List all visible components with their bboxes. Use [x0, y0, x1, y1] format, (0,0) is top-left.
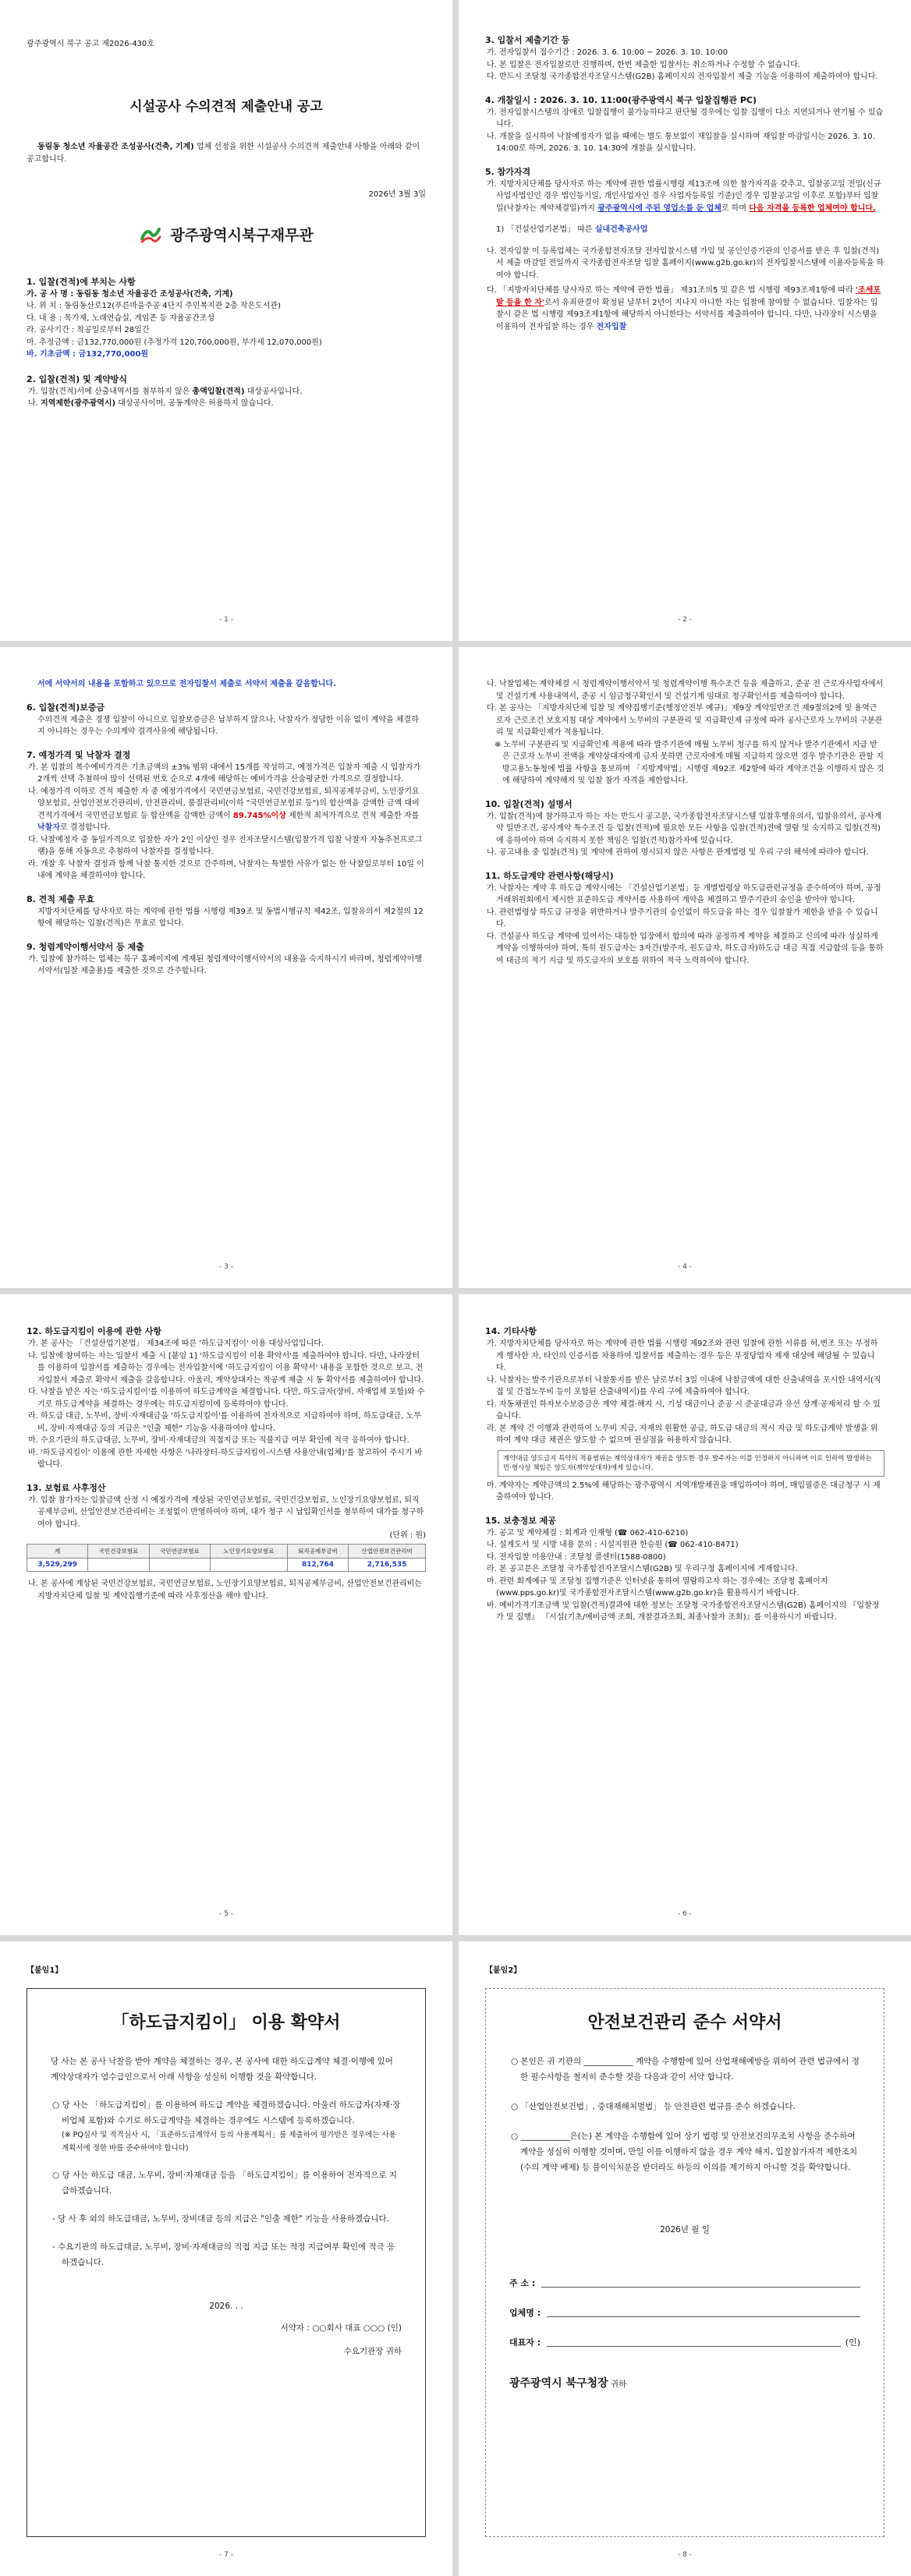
s9-c: 다. 본 공사는 「지방자치단체 입찰 및 계약집행기준(행정안전부 예규)」제9장 계약일반조건 제9절의2에 및 용역근로자 근로조건 보호지침 대상 계약에서 노무비의 구분관리 및 지급확인제 규정에 따라 공사근로자 노무비의 구분관리 및 지급확인제가 적용됩니다.	[487, 704, 883, 737]
form-item-3: - 당 사 후 외의 하도급대금, 노무비, 장비대금 등의 지급은 "인출 제한" 기능을 사용하겠습니다.	[52, 2214, 389, 2224]
s14-a: 가. 지방자치단체를 당사자로 하는 계약에 관한 법률 시행령 제92조와 관련 입찰에 관한 서류를 허,변조 또는 부정하게 행사한 자, 타인의 인증서를 차용하여 입찰서를 제출하는 경우 등은 부정당업자 제재 대상에 해당될 수 있습니다.	[487, 1339, 878, 1372]
table-unit: (단위 : 원)	[389, 1531, 426, 1540]
val-longterm-care	[211, 1559, 288, 1572]
col-retirement: 퇴직공제부금비	[287, 1545, 348, 1559]
col-pension: 국민연금보험료	[149, 1545, 210, 1559]
s5-c: 다. 「지방자치단체를 당사자로 하는 계약에 관한 법률」 제31조의5 및 같은 법 시행령 제93조제1항에 따라 '조세포탈 등을 한 자'로서 유죄판결이 확정된 날부터 2년이 지나지 아니한 자는 입찰에 참여할 수 없습니다. 입찰자는 입찰시 같은 법 시행령 제93조제1항에 해당하지 아니한다는 서약서를 제출하여야 합니다. 다만, 나라장터 시스템을 이용하여 전자입찰 하는 경우 전자입찰	[487, 286, 881, 331]
form-recipient: 수요기관장 귀하	[343, 2347, 402, 2356]
page-number: - 2 -	[678, 616, 692, 624]
s13-b: 나. 본 공사에 계상된 국민건강보험료, 국민연금보험료, 노인장기요양보험료, 퇴직공제부금비, 산업안전보건관리비는 지방자치단체 입찰 및 계약집행기준에 따라 사후정산을 해야 합니다.	[28, 1580, 423, 1601]
s7-b: 나. 예정가격 이하로 견적 제출한 자 중 예정가격에서 국민연금보험료, 국민건강보험료, 퇴직공제부금비, 노인장기요양보험료, 산업안전보건관리비, 안전관리비, 품질관리비(이하 "국민연금보험료 등")의 합산액을 감액한 금액 대비 견적가격에서 국민연금보험료 등 합산액을 감액한 금액이 89.745%이상 제한적 최저가격으로 견적 제출한 자를 낙찰자로 결정합니다.	[28, 787, 420, 832]
attachment-tag: 【붙임1】	[27, 1966, 63, 1975]
s6-a: 수의견적 제출은 경쟁 입찰이 아니므로 입찰보증금은 납부하지 않으나, 낙찰자가 정당한 이유 없이 계약을 체결하지 아니하는 경우는 수의계약 결격사유에 해당됩니다.	[37, 715, 419, 736]
section-8-heading: 8. 견적 제출 무효	[27, 893, 95, 904]
section-10-heading: 10. 입찰(견적) 설명서	[485, 798, 572, 809]
section-9-heading: 9. 청렴계약이행서약서 등 제출	[27, 941, 144, 952]
notice-number: 광주광역시 북구 공고 제2026-430호	[27, 40, 154, 48]
page-number: - 4 -	[678, 1263, 692, 1271]
s12-a: 가. 본 공사는 「건설산업기본법」 제34조에 따른 '하도급지킴이' 이용 대상사업입니다.	[28, 1339, 324, 1348]
page-4	[459, 647, 911, 1288]
section-4-heading: 4. 개찰일시 : 2026. 3. 10. 11:00(광주광역시 북구 입찰집행관 PC)	[485, 94, 757, 105]
col-health: 국민건강보험료	[88, 1545, 149, 1559]
section-11-heading: 11. 하도급계약 관련사항(해당시)	[485, 870, 614, 881]
page-number: - 8 -	[678, 2551, 692, 2559]
page-5	[0, 1294, 452, 1935]
s10-b: 나. 공고내용 중 입찰(견적) 및 계약에 관하여 명시되지 않은 사항은 관계법령 및 우리 구의 해석에 따라야 합니다.	[487, 848, 870, 857]
s15-a: 가. 공고 및 계약체결 : 회계과 인재형 (☎ 062-410-6210)	[487, 1528, 689, 1537]
section-5-heading: 5. 참가자격	[485, 166, 531, 177]
page-number: - 5 -	[219, 1910, 233, 1918]
s14-d: 라. 본 계약 건 이행과 관련하여 노무비 지급, 자재의 원활한 공급, 하도급 대금의 적시 지급 및 하도급계약 발생을 위하여 계약 대금 채권은 양도할 수 없으며 권실점을 허용하지 않습니다.	[487, 1424, 878, 1445]
val-pension	[149, 1559, 210, 1572]
form-title: 안전보건관리 준수 서약서	[587, 2013, 782, 2033]
section-7-heading: 7. 예정가격 및 낙찰자 결정	[27, 749, 131, 760]
s1-content: 다. 내 용 : 목가재, 노래연습실, 게임존 등 자율공간조성	[27, 313, 215, 323]
s9-a: 가. 입찰에 참가하는 업체는 북구 홈페이지에 게재된 청렴계약이행서약서의 내용을 숙지하시기 바라며, 청렴계약이행서약서(입찰 제출용)를 제출한 것으로 간주합니다.	[28, 954, 423, 975]
form-item-1: ○ 본인은 귀 기관의 ____________ 계약을 수행함에 있어 산업재해예방을 위하여 관련 법규에서 정한 필수사항을 철저히 준수할 것을 다음과 같이 서약 합니다.	[511, 2057, 860, 2082]
s5-qualification: 1) 「건설산업기본법」 따른 실내건축공사업	[496, 225, 648, 234]
s8-a: 지방자치단체를 당사자로 하는 계약에 관한 법률 시행령 제39조 및 동법시행규칙 제42조, 입찰유의서 제2절의 12항에 해당하는 입찰(견적)은 무효로 합니다.	[37, 907, 424, 928]
s7-d: 라. 개찰 후 낙찰자 결정과 함께 낙찰 통지한 것으로 간주하며, 낙찰자는 특별한 사유가 없는 한 낙찰일로부터 10일 이내에 계약을 체결하여야 합니다.	[28, 859, 424, 880]
form-signature: 서약자 : ○○회사 대표 ○○○ (인)	[280, 2323, 402, 2333]
page-8	[459, 1941, 911, 2576]
s15-b: 나. 설계도서 및 시방 내용 문의 : 시설지원관 한승원 (☎ 062-410-8471)	[487, 1541, 739, 1549]
s2-b: 나. 지역제한(광주광역시) 대상공사이며, 공동계약은 허용하지 않습니다.	[28, 399, 274, 408]
page-6	[459, 1294, 911, 1935]
s14-e: 마. 계약자는 계약금액의 2.5%에 해당하는 광주광역시 지역개발채권을 매입하여야 하며, 매입필증은 대금청구 시 제출하여야 합니다.	[487, 1481, 881, 1502]
s15-d: 라. 본 공고문은 조달청 국가종합전자조달시스템(G2B) 및 우리구청 홈페이지에 게재합니다.	[487, 1565, 798, 1573]
section-6-heading: 6. 입찰(견적)보증금	[27, 702, 105, 713]
company-field[interactable]: 업체명 :	[509, 2306, 860, 2319]
s14-b: 나. 낙찰자는 발주기관으로부터 낙찰통지를 받은 날로부터 3일 이내에 낙찰금액에 대한 산출내역을 포시한 내역서(직접 및 간접노무비 등이 포함된 산출내역서)를 우리 구에 제출하여야 합니다.	[487, 1375, 881, 1396]
s3-a: 가. 전자입찰서 접수기간 : 2026. 3. 6. 10:00 ~ 2026. 3. 10. 10:00	[487, 48, 728, 57]
col-longterm-care: 노인장기요양보험료	[211, 1545, 288, 1559]
assignment-ban-notice: 계약대금 양도금지 특약의 적용범위는 계약상대자가 채권을 양도한 경우 발주자는 이를 인정하지 아니하며 이로 인하여 발생하는 민·형사상 책임은 양도자(계약상대자)에게 있습니다.	[498, 1450, 884, 1477]
org-name: 광주광역시북구재무관	[170, 227, 314, 244]
s11-c: 다. 건설공사 하도급 계약에 있어서는 대등한 입장에서 합의에 따라 공정하게 계약을 체결하고 신의에 따라 성실하게 계약을 이행하여야 하며, 특히 원도급자는 3자간(발주자, 원도급자, 하도급자)하도급 대금 직접 지급합의 등을 통하여 대금의 적기 지급 및 하도급자의 보호를 위하여 적극 노력하여야 합니다.	[487, 932, 884, 965]
s9-b: 나. 낙찰업체는 계약체결 시 청렴계약이행서약서 및 청렴계약이행 특수조건 등을 제출하고, 준공 전 근로자사업자에서 및 건설기계 사용내역서, 준공 시 임금청구확인서 및 건설기계 임대료 청구확인서를 제출하여야 합니다.	[487, 680, 884, 701]
s1-project: 가. 공 사 명 : 동림동 청소년 자율공간 조성공사(건축, 기계)	[27, 289, 233, 299]
s11-a: 가. 낙찰자는 계약 후 하도급 계약시에는 「건설산업기본법」등 개별법령상 하도급관련규정을 준수하여야 하며, 공정거래위원회에서 제시한 표준하도급 계약서를 사용하여 계약을 체결하고 발주기관의 승인을 받아야 합니다.	[487, 883, 881, 904]
s14-c: 다. 자동채권인 하자보수보증금은 계약 체결·해지 시, 기성 대금이나 준공 시 준공대금과 유선 상계·공제처리 할 수 있습니다.	[487, 1399, 881, 1421]
form-title: 「하도급지킴이」 이용 확약서	[112, 2013, 341, 2033]
val-total: 3,529,299	[27, 1559, 88, 1572]
page-number: - 6 -	[678, 1910, 692, 1918]
s4-a: 가. 전자입찰시스템의 장애로 입찰집행이 불가능하다고 판단될 경우에는 입찰 집행이 다소 지연되거나 연기될 수 있습니다.	[487, 108, 884, 129]
form-item-4: - 수요기관의 하도급대금, 노무비, 장비·자재대금의 직접 지급 또는 적정 지급여부 확인에 적극 응하겠습니다.	[52, 2242, 395, 2267]
subcontract-pledge-form	[27, 1988, 426, 2537]
s12-f: 바. '하도급지킴이' 이용에 관한 자세한 사항은 '나라장터-하도급지킴이-시스템 사용안내(업체)'를 참고하여 주시기 바랍니다.	[28, 1448, 423, 1469]
s15-c: 다. 전자입찰 이용안내 : 조달청 콜센터(1588-0800)	[487, 1552, 666, 1562]
table-row	[27, 1559, 426, 1572]
s12-e: 마. 수요기관의 하도급대금, 노무비, 장비·자재대금의 직접지급 또는 직불지급 여부 확인에 적극 응하여야 합니다.	[28, 1436, 409, 1445]
s3-c: 다. 반드시 조달청 국가종합전자조달시스템(G2B) 홈페이지의 전자입찰서 제출 기능을 이용하여 제출하여야 합니다.	[487, 73, 878, 81]
page-7	[0, 1941, 452, 2576]
s15-f: 바. 예비가격기초금액 및 입찰(견적)결과에 대한 정보는 조달청 국가종합전자조달시스템(G2B) 홈페이지의 『입찰정가 및 집행』 『시설(기초/예비금액 조회, 개찰결과조회, 최종낙찰자 조회)』를 이용하시기 바랍니다.	[487, 1601, 880, 1622]
page-number: - 1 -	[219, 616, 233, 624]
form-item-3: ○ ____________은(는) 본 계약을 수행함에 있어 상기 법령 및 안전보건의무조치 사항을 준수하여 계약을 성실히 이행할 것이며, 만일 이를 이행하지 않을 경우 계약 해지, 입찰참가자격 제한조치(수의 계약 배제) 등 불이익처분을 받더라도 하등의 이의를 제기하지 아니할 것을 확약합니다.	[511, 2132, 858, 2172]
s2-a: 가. 입찰(견적)서에 산출내역서를 첨부하지 않은 총액입찰(견적) 대상공사입니다.	[28, 387, 303, 396]
s1-period: 라. 공사기간 : 착공일로부터 28일간	[27, 326, 150, 334]
form-intro: 당 사는 본 공사 낙찰을 받아 계약을 체결하는 경우, 본 공사에 대한 하도급계약 체결·이행에 있어 계약상대자가 염수급인으로서 아래 사항을 성실히 이행함 것을 확약합니다.	[51, 2057, 393, 2082]
s10-a: 가. 입찰(견적)에 참가하고자 하는 자는 반드시 공고문, 국가종합전자조달시스템 입찰후행유의서, 입찰유의서, 공사계약 일반조건, 공사계약 특수조건 등 입찰(견적)에 필요한 모든 사항을 입찰(견적)전에 열람 및 숙지하고 입찰(견적)에 응하여야 하며 숙지하지 못한 책임은 입찰(견적)참가자에 있습니다.	[487, 812, 882, 845]
section-12-heading: 12. 하도급지킴이 이용에 관한 사항	[27, 1326, 161, 1336]
s5-a: 가. 지방자치단체를 당사자로 하는 계약에 관한 법률시행령 제13조에 의한 참가자격을 갖추고, 입찰공고일 전일(신규사업자법인인 경우 법인등기일, 개인사업자인 경우 사업자등록일 기준)인 경우 입찰공고일 이후로 포함)부터 입찰일(낙찰자는 계약체결일)까지 광주광역시에 주된 영업소를 둔 업체로 하며 다음 자격을 등록한 업체여야 합니다.	[487, 179, 881, 213]
form-date: 2026년 월 일	[660, 2225, 710, 2235]
s15-e: 마. 관련 회계예규 및 조달청 집행기준은 인터넷을 통하여 열람하고자 하는 경우에는 조달청 홈페이지(www.pps.go.kr)및 국가종합전자조달시스템(www.g2b.go.kr)을 활용하시기 바랍니다.	[487, 1576, 828, 1598]
bukgu-emblem-icon	[139, 223, 162, 246]
s9-note: ※ 노무비 구분관리 및 지급확인제 적용에 따라 발주기관에 매월 노무비 청구를 하지 않거나 발주기관에서 지급 받은 근로자 노무비 전액을 계약상대자에게 금지 못하면 근로자에게 매월 지급하지 않으면 경우 발주기관은 관할 지방고용노동청에 법률 사항을 통보하며 「지방계약법」시행령 제92조 제2항에 따라 계약조건을 이행하지 않은 것에 해당하여 계약해지 및 입찰 참가 자격을 제한합니다.	[494, 740, 884, 785]
page-3	[0, 647, 452, 1288]
s12-d: 라. 하도급 대금, 노무비, 장비·자재대금을 '하도급지킴이'를 이용하여 전자적으로 지급하여야 하며, 하도급대금, 노무비, 장비·자재대금 등의 지급은 "인출 제한" 기능을 사용하여야 합니다.	[28, 1412, 421, 1433]
section-13-heading: 13. 보험료 사후정산	[27, 1482, 106, 1493]
s12-c: 다. 낙찰을 받은 자는 '하도급지킴이'를 이용하여 하도급계약을 체결합니다. 다만, 하도급자(장비, 자재업체 포함)와 수기로 하도급계약을 체결하는 경우에는 하도급지킴이에 등록하여야 합니다.	[28, 1388, 425, 1409]
notice-date: 2026년 3월 3일	[368, 190, 426, 199]
s11-b: 나. 관련법령상 하도급 규정을 위반하거나 발주기관의 승인없이 하도급을 하는 경우 입찰참가 제한을 받을 수 있습니다.	[487, 908, 878, 929]
page-2	[459, 0, 911, 641]
notice-title: 시설공사 수의견적 제출안내 공고	[129, 99, 323, 115]
form-item-1: ○ 당 사는 「하도급지킴이」를 이용하여 하도급 계약을 체결하겠습니다. 아울러 하도급자(자재·장비업체 포함)와 수기로 하도급계약을 체결하는 경우에도 시스템에 등록하겠습니다.	[52, 2100, 401, 2125]
col-total: 계	[27, 1545, 88, 1559]
page-1	[0, 0, 452, 641]
pledge-continuation: 서에 서약서의 내용을 포함하고 있으므로 전자입찰서 제출로 서약서 제출을 갈음합니다.	[37, 680, 336, 688]
section-15-heading: 15. 보충정보 제공	[485, 1515, 556, 1526]
address-field[interactable]: 주 소 :	[509, 2277, 860, 2289]
form-item-2: ○ 「산업안전보건법」, 중대재해처벌법」 등 안전관련 법규를 준수 하겠습니다.	[511, 2102, 796, 2111]
form-item-1-note: (※ PQ심사 및 적격심사 시, 「표준하도급계약서 등의 사용계획서」를 제출하여 평가받은 경우에는 사용계획서에 정한 바를 준수하여야 합니다)	[62, 2131, 396, 2153]
s5-b: 나. 전자입찰 이 등록업체는 국가종합전자조달 전자입찰시스템 가입 및 공인인증기관의 인증서를 받은 후 입찰(견적)서 제출 마감일 전일까지 국가종합전자조달 입찰 홈페이지(www.g2b.go.kr)의 전자입찰시스템에 이용자등록을 하여야 합니다.	[487, 246, 884, 280]
section-1-heading: 1. 입찰(견적)에 부치는 사항	[27, 276, 136, 287]
s4-b: 나. 개찰을 실시하여 낙찰예정자가 없을 때에는 별도 통보없이 재입찰을 실시하며 재입찰 마감일시는 2026. 3. 10. 14:00로 하며, 2026. 3. 10. 14:30에 개찰을 실시합니다.	[487, 132, 875, 153]
s1-estimate: 마. 추정금액 : 금132,770,000원 (추정가격 120,700,000원, 부가세 12,070,000원)	[27, 338, 322, 347]
representative-field[interactable]: 대표자 : (인)	[509, 2337, 860, 2348]
s13-a: 가. 입찰 참가자는 입찰금액 산정 시 예정가격에 계상된 국민연금보험료, 국민건강보험료, 노인장기요양보험료, 퇴직공제부금비, 산업안전보건관리비는 조정없이 반영하여야 하며, 대가 청구 시 납입확인서를 첨부하여 대가를 청구하여야 합니다.	[28, 1495, 424, 1529]
attachment-tag: 【붙임2】	[485, 1966, 522, 1975]
s1-location: 나. 위 치 : 동림동산로12(푸른마을주공 4단지 주민복지관 2층 작은도서관)	[27, 302, 282, 310]
val-safety: 2,716,535	[349, 1559, 426, 1572]
form-recipient: 광주광역시 북구청장 귀하	[509, 2377, 627, 2390]
project-name: 동림동 청소년 자율공간 조성공사(건축, 기계)	[37, 143, 194, 151]
notice-intro: 동림동 청소년 자율공간 조성공사(건축, 기계) 업체 선정을 위한 시설공사 수의견적 제출안내 사항을 아래와 같이 공고합니다.	[27, 143, 420, 164]
page-number: - 7 -	[219, 2551, 233, 2559]
insurance-table	[27, 1544, 426, 1572]
page-number: - 3 -	[219, 1263, 233, 1271]
s1-base-amount: 바. 기초금액 : 금132,770,000원	[27, 350, 149, 359]
val-retirement: 812,764	[287, 1559, 348, 1572]
org-block	[27, 223, 426, 246]
s7-c: 다. 낙찰예정자 중 동일가격으로 입찰한 자가 2인 이상인 경우 전자조달시스템(입찰가격 입찰 낙찰자 자동추천프로그램)을 통해 자동으로 추첨하여 낙찰자를 결정합니다.	[28, 835, 423, 856]
s7-a: 가. 본 입찰의 복수예비가격은 기초금액의 ±3% 범위 내에서 15개를 작성하고, 예정가격은 입찰자 제출 시 입찰자가 2개씩 선택 추첨하여 많이 선택된 번호 순으로 4개에 해당하는 예비가격을 산술평균한 가격으로 결정합니다.	[28, 763, 421, 784]
s3-b: 나. 본 입찰은 전자입찰로만 진행하며, 한번 제출한 입찰서는 취소하거나 수정할 수 없습니다.	[487, 60, 800, 69]
form-item-2: ○ 당 사는 하도급 대금, 노무비, 장비·자재대금 등을 「하도급지킴이」를 이용하여 전자적으로 지급하겠습니다.	[52, 2171, 398, 2196]
section-2-heading: 2. 입찰(견적) 및 계약방식	[27, 373, 128, 384]
form-date: 2026. . .	[209, 2302, 243, 2311]
s12-b: 나. 입찰에 참여하는 자는 입찰서 제출 시 [붙임 1] '하도급지킴이 이용 확약서'를 제출하여야 합니다. 다만, 나라장터를 이용하여 입찰서를 제출하는 경우에는 전자입찰서에 '하도급지킴이 이용 확약서' 내용을 포함한 것으로 보고, 전자입찰서 제출로 확약서 제출을 갈음합니다. 아울러, 계약상대자는 착공계 제출 시 동 확약서를 제출하여야 합니다.	[28, 1351, 424, 1385]
val-health	[88, 1559, 149, 1572]
col-safety: 산업안전보건관리비	[349, 1545, 426, 1559]
section-14-heading: 14. 기타사항	[485, 1326, 537, 1336]
safety-pledge-form	[485, 1988, 884, 2537]
section-3-heading: 3. 입찰서 제출기간 등	[485, 35, 570, 45]
